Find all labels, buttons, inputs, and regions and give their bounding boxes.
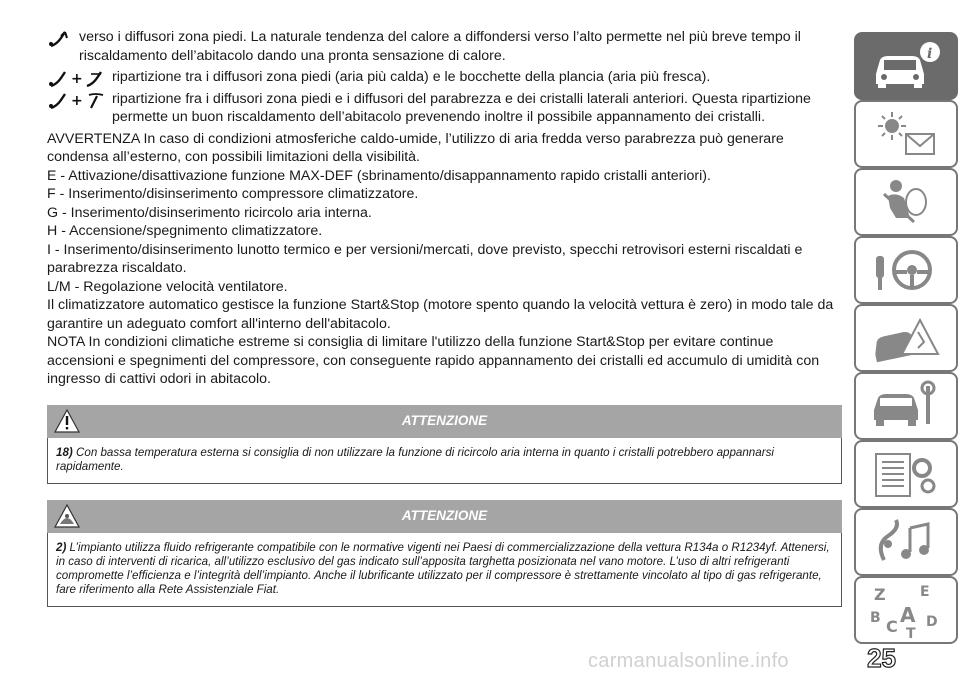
warning-header: [47, 405, 842, 438]
index-letter-e: E: [920, 584, 930, 600]
tab-multimedia[interactable]: [854, 508, 958, 576]
vent-feet-dash-icon: [47, 70, 107, 88]
warning-number: 2): [56, 540, 67, 554]
vent-feet-icon: [47, 30, 71, 48]
bullet-text: ripartizione tra i diffusori zona piedi (aria più calda) e le bocchette della plancia (aria più fresca).: [112, 69, 711, 85]
list-item: [47, 68, 842, 87]
tab-emergency[interactable]: [854, 304, 958, 372]
car-info-icon: [866, 38, 946, 94]
paragraph-h: H - Accensione/spegnimento climatizzatore.: [47, 223, 323, 239]
tab-safety[interactable]: [854, 168, 958, 236]
tab-index[interactable]: [854, 576, 958, 644]
paragraph-e: E - Attivazione/disattivazione funzione MAX-DEF (sbrinamento/disappannamento rapido cristalli anteriori).: [47, 167, 711, 184]
vent-feet-windshield-icon: [47, 92, 107, 110]
warning-lights-icon: [866, 106, 946, 162]
maintenance-icon: [866, 378, 946, 434]
index-letter-t: T: [906, 626, 916, 638]
warning-box-2: [47, 500, 842, 607]
tab-starting-driving[interactable]: [854, 236, 958, 304]
warning-header: [47, 500, 842, 533]
paragraph-g: G - Inserimento/disinserimento ricircolo aria interna.: [47, 204, 372, 221]
index-letter-d: D: [926, 614, 938, 630]
chapter-sidebar: [852, 0, 960, 678]
svg-text:+: +: [71, 92, 83, 109]
paragraph-nota: NOTA In condizioni climatiche estreme si consiglia di limitare l'utilizzo della funzione Start&Stop per evitare continue accensioni e spegnimenti del compressore, con conseguente rapido appannamento dei cristalli ed accumulo di umidità con ingresso di cattivi odori in abitacolo.: [47, 334, 820, 387]
warning-title: ATTENZIONE: [401, 412, 488, 428]
tab-car-info[interactable]: [854, 32, 958, 100]
warning-body: [47, 533, 842, 607]
index-letter-c: C: [886, 617, 898, 636]
environment-warning-icon: [54, 504, 80, 528]
list-item: [47, 90, 842, 127]
technical-data-icon: [866, 446, 946, 502]
tab-maintenance[interactable]: [854, 372, 958, 440]
bullet-text: ripartizione fra i diffusori zona piedi e i diffusori del parabrezza e dei cristalli laterali anteriori. Questa ripartizione permette un buon riscaldamento dell’abitacolo prevenendo inoltre il possibile appannamento dei cristalli.: [112, 90, 811, 125]
main-content: [47, 28, 842, 607]
index-letter-z: Z: [874, 585, 886, 604]
paragraph-start-stop: Il climatizzatore automatico gestisce la funzione Start&Stop (motore spento quando la velocità vettura è zero) in modo tale da garantire un adeguato comfort all'interno dell'abitacolo.: [47, 297, 834, 332]
paragraph-lm: L/M - Regolazione velocità ventilatore.: [47, 278, 288, 295]
warning-text: L’impianto utilizza fluido refrigerante compatibile con le normative vigenti nei Paesi di commercializzazione della vettura R134a o R1234yf. Attenersi, in caso di interventi di ricarica, all’utilizzo esclusivo del gas indicato sull’apposita targhetta posizionata nel vano motore. L’uso di altri refrigeranti compromette l’efficienza e l’integrità dell’impianto. Anche il lubrificante utilizzato per il compressore è strettamente vincolato al tipo di gas refrigerante, fare riferimento alla Rete Assistenziale Fiat.: [56, 540, 830, 596]
index-letter-b: B: [870, 610, 881, 626]
airbag-safety-icon: [866, 174, 946, 230]
watermark: carmanualsonline.info: [588, 650, 789, 672]
tab-technical-data[interactable]: [854, 440, 958, 508]
page-number: 25: [867, 643, 896, 673]
warning-body: [47, 438, 842, 484]
multimedia-icon: [866, 514, 946, 570]
list-item: [47, 28, 842, 65]
svg-text:+: +: [71, 71, 83, 87]
warning-triangle-icon: [54, 409, 80, 433]
svg-text:i: i: [927, 46, 933, 62]
emergency-icon: [866, 310, 946, 366]
bullet-text: verso i diffusori zona piedi. La naturale tendenza del calore a diffondersi verso l’alto permette nel più breve tempo il riscaldamento dell’abitacolo dando una pronta sensazione di calore.: [79, 29, 801, 64]
index-icon: [866, 582, 946, 638]
warning-number: 18): [56, 445, 73, 459]
paragraph-warning-note: AVVERTENZA In caso di condizioni atmosferiche caldo-umide, l’utilizzo di aria fredda verso parabrezza può generare condensa all’esterno, con possibili limitazioni della visibilità.: [47, 130, 784, 165]
warning-text: Con bassa temperatura esterna si consiglia di non utilizzare la funzione di ricircolo aria interna in quanto i cristalli potrebbero appannarsi rapidamente.: [56, 445, 774, 473]
warning-box-1: [47, 405, 842, 484]
paragraph-i: I - Inserimento/disinserimento lunotto termico e per versioni/mercati, dove previsto, specchi retrovisori esterni riscaldati e parabrezza riscaldato.: [47, 241, 803, 276]
warning-title: ATTENZIONE: [401, 507, 488, 523]
tab-warning-lights[interactable]: [854, 100, 958, 168]
index-letter-a: A: [900, 603, 916, 627]
starting-driving-icon: [866, 242, 946, 298]
paragraph-f: F - Inserimento/disinserimento compressore climatizzatore.: [47, 186, 419, 202]
